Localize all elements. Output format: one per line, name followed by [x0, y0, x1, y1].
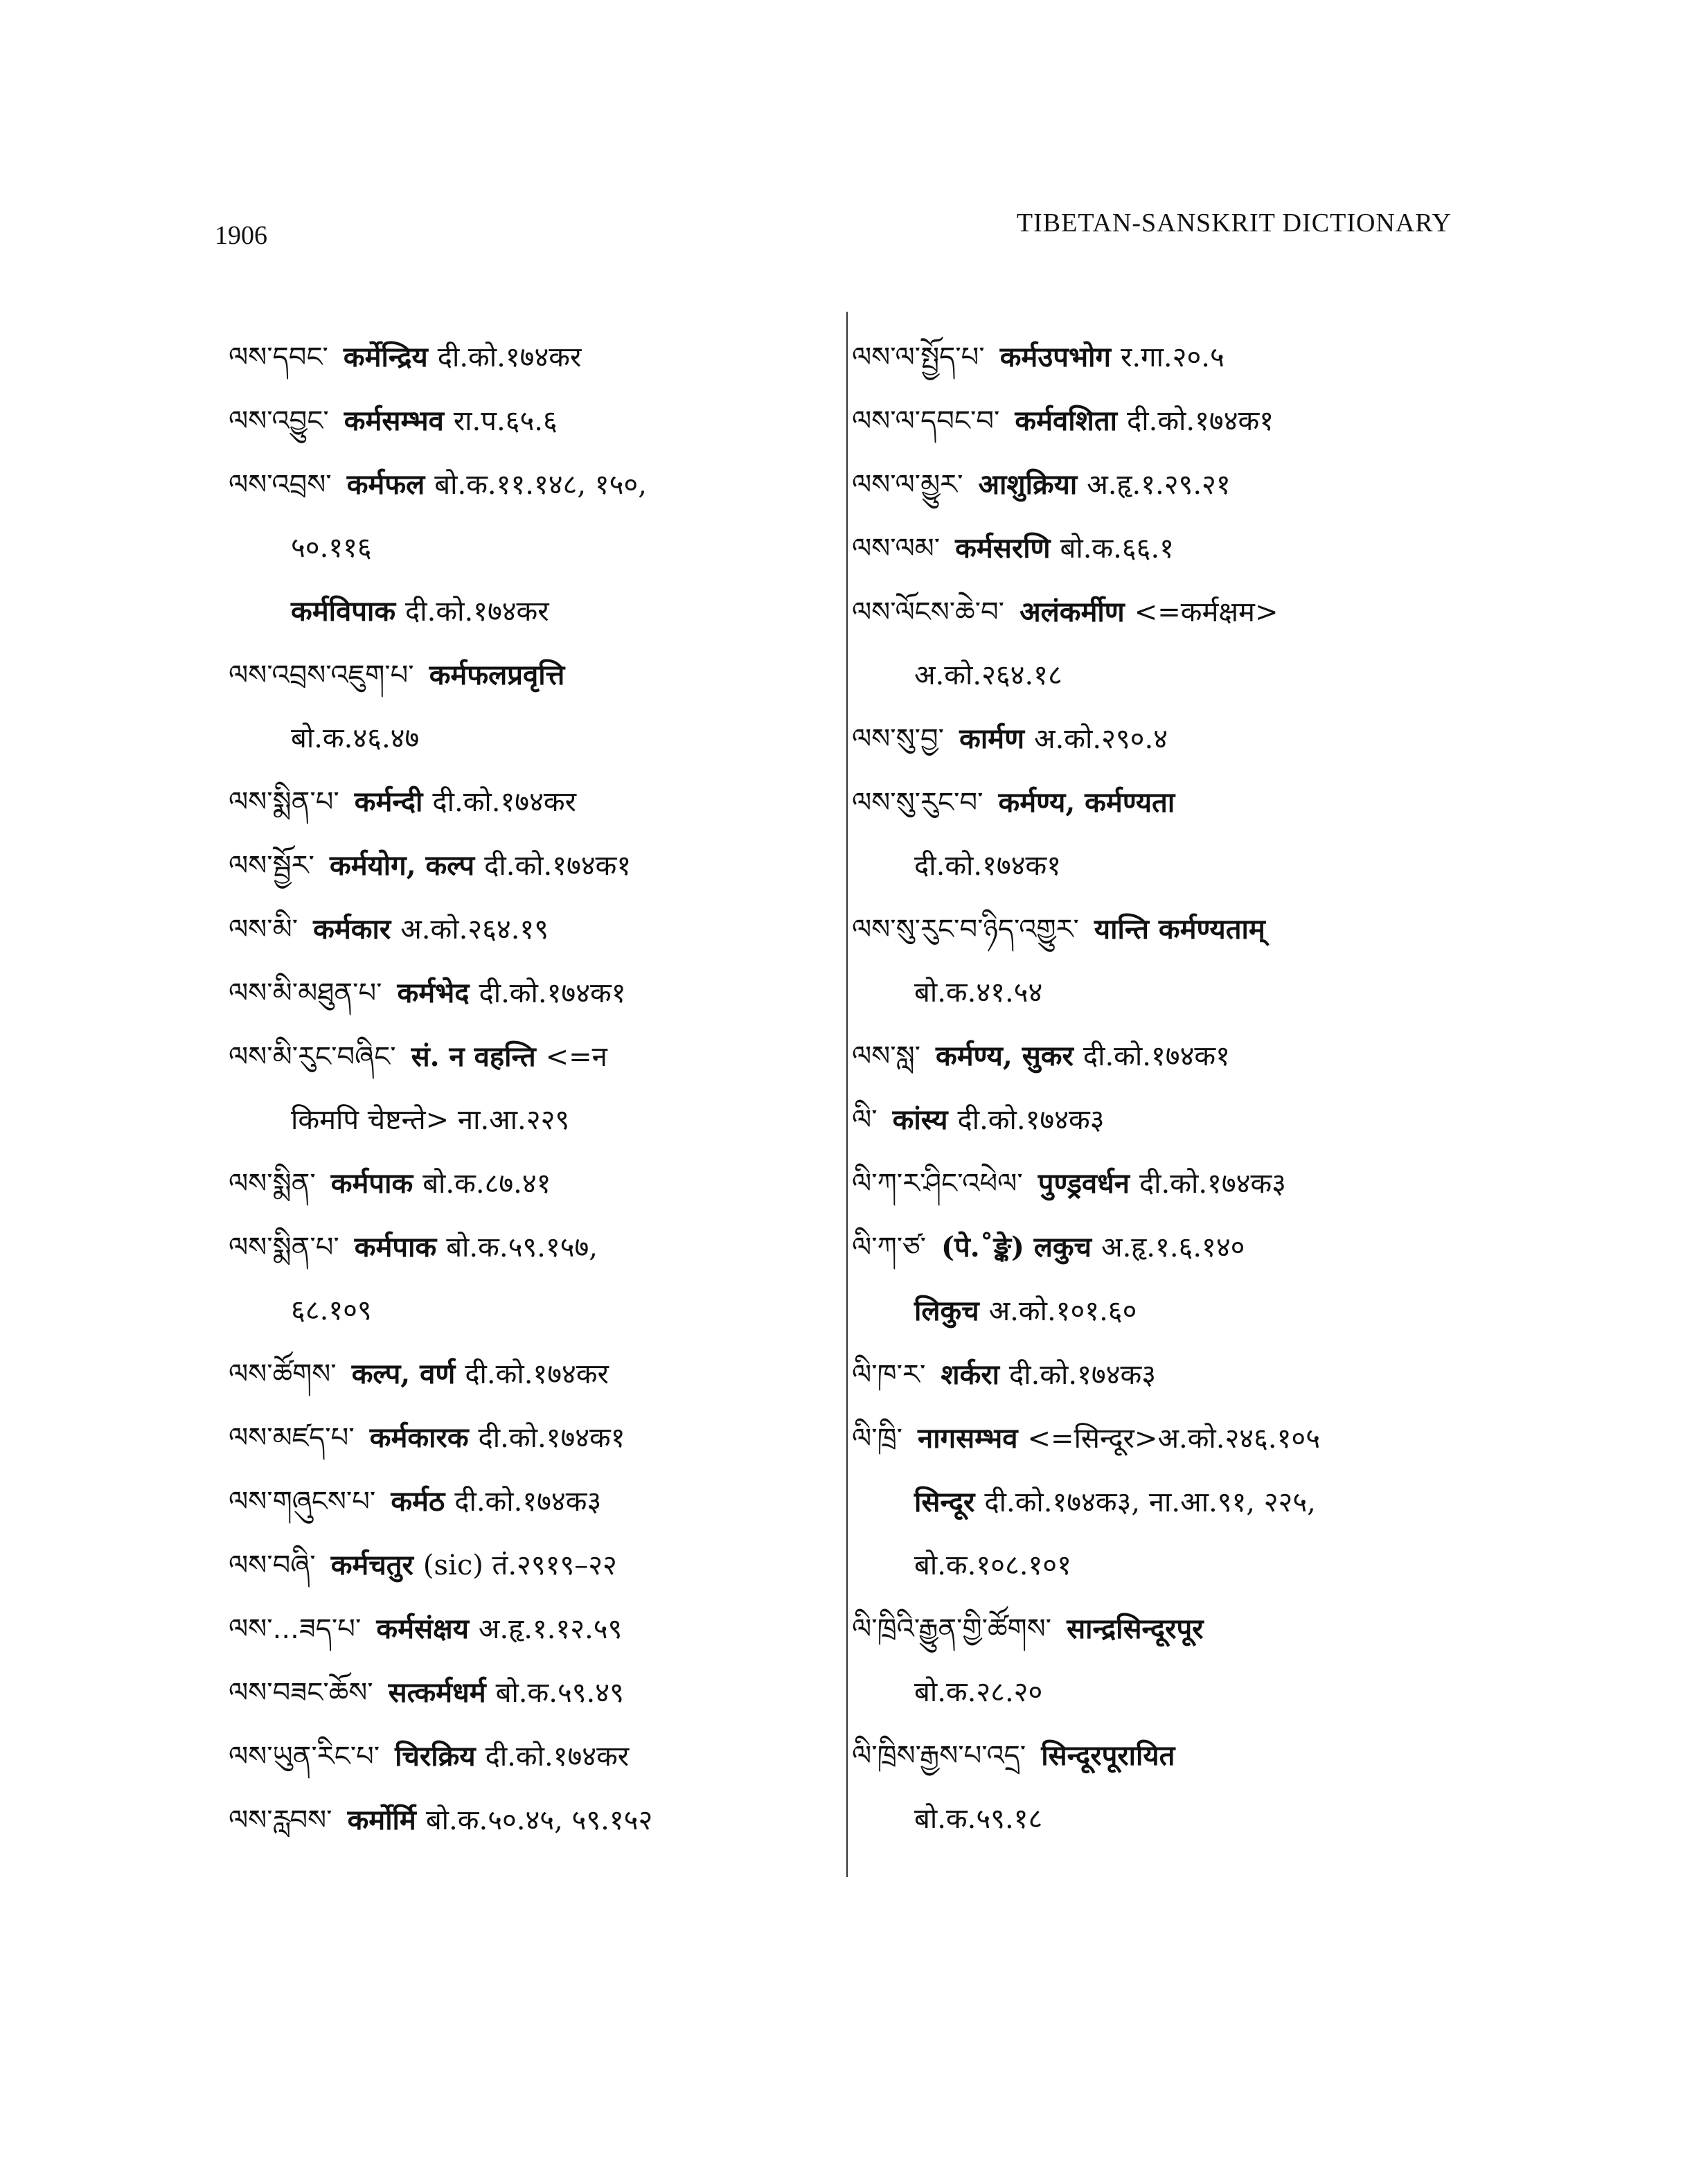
- entry-source: दी.को.१७४क१: [1127, 405, 1274, 437]
- entry-tibetan: ལས་ལ་མྱུར་: [852, 469, 963, 501]
- entry-tibetan: ལས་འབྲས་: [229, 469, 332, 501]
- entry-subsense: [852, 1471, 1475, 1534]
- dictionary-entry: [229, 643, 838, 707]
- entry-source: (sic) तं.२९१९–२२: [422, 1550, 617, 1581]
- entry-sanskrit: कर्मफल: [346, 468, 425, 501]
- entry-sanskrit: अलंकर्मीण: [1019, 596, 1125, 628]
- entry-sanskrit: यान्ति कर्मण्यताम्: [1094, 913, 1265, 945]
- entry-sanskrit: सान्द्रसिन्दूरपूर: [1067, 1613, 1204, 1645]
- entry-source: बो.क.५९.१५७,: [446, 1232, 598, 1263]
- entry-subsense: [229, 580, 838, 643]
- entry-source: <=कर्मक्षम>: [1134, 596, 1279, 628]
- entry-continuation: [852, 644, 1475, 707]
- entry-sanskrit: पुण्ड्रवर्धन: [1037, 1167, 1130, 1200]
- entry-continuation: [852, 1534, 1475, 1597]
- dictionary-entry: [852, 1407, 1475, 1471]
- entry-source: अ.को.२६४.१८: [914, 659, 1062, 691]
- entry-source: ६८.१०९: [291, 1295, 372, 1326]
- dictionary-entry: [229, 1406, 838, 1470]
- dictionary-entry: [852, 326, 1475, 389]
- dictionary-entry: [852, 707, 1475, 771]
- entry-sanskrit: सं. न वहन्ति: [411, 1040, 536, 1073]
- entry-tibetan: ལི་ཀ་ར་ཤིང་འཕེལ་: [852, 1168, 1023, 1200]
- entry-source: अ.हृ.१.६.१४०: [1101, 1232, 1245, 1263]
- dictionary-entry: [852, 1088, 1475, 1152]
- entry-source: अ.हृ.१.१२.५९: [478, 1613, 623, 1645]
- entry-tibetan: ལི་ཁྲིའི་རྒྱུན་གྱི་ཚོགས་: [852, 1613, 1052, 1645]
- entry-sanskrit: कर्मपाक: [330, 1167, 413, 1200]
- entry-tibetan: ལས་དབང་: [229, 341, 328, 373]
- entry-sanskrit: कर्मसम्भव: [344, 405, 444, 437]
- entry-continuation: [229, 707, 838, 770]
- column-divider: [846, 312, 848, 1877]
- entry-source: <=सिन्दूर>अ.को.२४६.१०५: [1027, 1423, 1321, 1455]
- dictionary-entry: [229, 1661, 838, 1725]
- dictionary-entry: [229, 326, 838, 389]
- entry-source: दी.को.१७४कर: [485, 1741, 630, 1773]
- entry-continuation: [852, 835, 1475, 898]
- entry-tibetan: ལི་ཁ་ར་: [852, 1359, 926, 1391]
- entry-tibetan: ལི་: [852, 1104, 878, 1136]
- entry-source: अ.को.२९०.४: [1034, 723, 1168, 755]
- dictionary-entry: [852, 898, 1475, 961]
- page-number: 1906: [215, 221, 267, 250]
- entry-sanskrit: कर्मकारक: [369, 1421, 469, 1454]
- entry-continuation: [229, 1089, 838, 1152]
- dictionary-entry: [229, 1597, 838, 1661]
- entry-subsense: [852, 1279, 1475, 1343]
- entry-tibetan: ལས་མི་མཐུན་པ་: [229, 977, 382, 1009]
- entry-sanskrit: कर्मविपाक: [291, 595, 396, 628]
- entry-sanskrit: कार्मण: [959, 722, 1025, 755]
- entry-tibetan: ལས་ལམ་: [852, 533, 941, 565]
- dictionary-entry: [852, 1724, 1475, 1788]
- entry-continuation: [229, 517, 838, 580]
- entry-sanskrit: (पे.˚ङ्के) लकुच: [941, 1231, 1092, 1263]
- entry-sanskrit: कर्मण्य, कर्मण्यता: [998, 786, 1175, 819]
- entry-tibetan: ལས་སུ་རུང་བ་ཉིད་འགྱུར་: [852, 914, 1079, 945]
- dictionary-entry: [229, 1534, 838, 1597]
- entry-source: बो.क.४१.५४: [914, 977, 1043, 1009]
- entry-source: ५०.११६: [291, 532, 372, 564]
- entry-sanskrit: नागसम्भव: [918, 1422, 1018, 1455]
- entry-source: बो.क.५९.१८: [914, 1803, 1043, 1835]
- entry-sanskrit: सिन्दूर: [914, 1486, 975, 1518]
- right-column: [852, 326, 1475, 1851]
- entry-tibetan: ལི་ཀ་ཙ་: [852, 1232, 927, 1263]
- entry-tibetan: ལས་སླ་: [852, 1040, 921, 1072]
- entry-tibetan: ལས་རླབས་: [229, 1804, 332, 1836]
- entry-sanskrit: कर्मठ: [391, 1485, 445, 1518]
- dictionary-entry: [852, 1597, 1475, 1661]
- entry-tibetan: ལས་གཞུངས་པ་: [229, 1486, 376, 1518]
- entry-tibetan: ལས་ཡུན་རིང་པ་: [229, 1741, 380, 1773]
- entry-tibetan: ལས་འབྱུང་: [229, 405, 329, 437]
- dictionary-entry: [229, 834, 838, 898]
- entry-source: दी.को.१७४क१: [479, 977, 626, 1009]
- dictionary-entry: [229, 1025, 838, 1089]
- entry-tibetan: ལས་...ཟད་པ་: [229, 1613, 362, 1645]
- entry-tibetan: ལས་ལ་དབང་བ་: [852, 405, 1000, 437]
- dictionary-entry: [229, 389, 838, 453]
- entry-source: बो.क.८७.४१: [422, 1168, 551, 1200]
- dictionary-entry: [852, 771, 1475, 835]
- entry-sanskrit: कर्मवशिता: [1015, 405, 1118, 437]
- entry-sanskrit: कर्मयोग, कल्प: [329, 849, 475, 882]
- dictionary-entry: [229, 1470, 838, 1534]
- entry-sanskrit: कर्मण्य, सुकर: [936, 1040, 1074, 1072]
- entry-sanskrit: कल्प, वर्ण: [351, 1358, 456, 1390]
- dictionary-entry: [229, 1725, 838, 1788]
- entry-sanskrit: कर्मन्दी: [354, 785, 423, 818]
- entry-source: अ.को.२६४.१९: [400, 914, 549, 945]
- entry-sanskrit: कर्मेन्द्रिय: [343, 341, 428, 373]
- entry-source: बो.क.५९.४९: [495, 1677, 624, 1709]
- dictionary-entry: [229, 961, 838, 1025]
- dictionary-entry: [229, 453, 838, 517]
- entry-continuation: [852, 961, 1475, 1024]
- entry-source: दी.को.१७४क१: [1083, 1040, 1230, 1072]
- entry-sanskrit: सिन्दूरपूरायित: [1041, 1739, 1175, 1772]
- entry-tibetan: ལས་སྨིན་པ་: [229, 786, 339, 818]
- entry-tibetan: ལས་སུ་རུང་བ་: [852, 787, 983, 819]
- dictionary-entry: [229, 770, 838, 834]
- entry-sanskrit: लिकुच: [914, 1295, 979, 1327]
- entry-tibetan: ལི་ཁྲིས་རྒྱས་པ་འདྲ་: [852, 1740, 1026, 1772]
- entry-sanskrit: कर्मसरणि: [955, 532, 1051, 565]
- entry-source: बो.क.१०८.१०१: [914, 1550, 1071, 1581]
- entry-source: बो.क.२८.२०: [914, 1676, 1043, 1708]
- entry-tibetan: ལས་འབྲས་འཇུག་པ་: [229, 659, 414, 691]
- dictionary-entry: [229, 898, 838, 961]
- dictionary-entry: [852, 517, 1475, 580]
- entry-continuation: [852, 1661, 1475, 1724]
- entry-source: दी.को.१७४क१: [484, 850, 632, 882]
- entry-source: <=न: [545, 1041, 607, 1073]
- entry-source: दी.को.१७४क३: [1139, 1168, 1286, 1200]
- entry-source: अ.को.१०१.६०: [988, 1295, 1137, 1327]
- left-column: [229, 326, 838, 1852]
- dictionary-entry: [852, 1152, 1475, 1216]
- entry-tibetan: ལས་ལོངས་ཆེ་བ་: [852, 596, 1005, 628]
- dictionary-entry: [229, 1216, 838, 1279]
- entry-sanskrit: कर्मसंक्षय: [376, 1613, 469, 1645]
- dictionary-entry: [852, 389, 1475, 453]
- entry-sanskrit: कर्मभेद: [397, 977, 470, 1009]
- dictionary-entry: [229, 1788, 838, 1852]
- entry-source: रा.प.६५.६: [453, 405, 558, 437]
- entry-tibetan: ལས་མི་རུང་བཞིང་: [229, 1041, 396, 1073]
- entry-tibetan: ལས་མི་: [229, 914, 299, 945]
- dictionary-entry: [229, 1342, 838, 1406]
- entry-source: दी.को.१७४क१: [914, 850, 1062, 882]
- dictionary-entry: [852, 1216, 1475, 1279]
- entry-source: बो.क.६६.१: [1060, 533, 1174, 565]
- entry-sanskrit: कर्मपाक: [354, 1231, 437, 1263]
- dictionary-entry: [852, 1024, 1475, 1088]
- dictionary-entry: [852, 453, 1475, 517]
- entry-sanskrit: आशुक्रिया: [978, 468, 1078, 501]
- entry-tibetan: ལས་མཛད་པ་: [229, 1422, 355, 1454]
- entry-tibetan: ལས་ལ་སྤྱོད་པ་: [852, 341, 985, 373]
- entry-sanskrit: कर्मउपभोग: [999, 341, 1111, 373]
- entry-tibetan: ལས་སྨིན་པ་: [229, 1232, 339, 1263]
- entry-source: बो.क.५०.४५, ५९.१५२: [425, 1804, 653, 1836]
- entry-source: दी.को.१७४क३, ना.आ.९१, २२५,: [984, 1486, 1316, 1518]
- entry-sanskrit: कांस्य: [892, 1103, 948, 1136]
- entry-source: दी.को.१७४कर: [432, 786, 576, 818]
- entry-tibetan: ལས་བཞི་: [229, 1550, 316, 1581]
- entry-tibetan: ལས་སྨིན་: [229, 1168, 316, 1200]
- dictionary-entry: [852, 1343, 1475, 1407]
- entry-source: दी.को.१७४क३: [454, 1486, 602, 1518]
- entry-source: बो.क.११.१४८, १५०,: [434, 469, 647, 501]
- entry-source: किमपि चेष्टन्ते> ना.आ.२२९: [291, 1104, 570, 1136]
- entry-tibetan: ལས་སྦྱོར་: [229, 850, 314, 882]
- entry-tibetan: ལས་སུ་བྱ་: [852, 723, 945, 755]
- entry-sanskrit: शर्करा: [941, 1358, 1000, 1391]
- entry-source: बो.क.४६.४७: [291, 722, 420, 754]
- entry-source: र.गा.२०.५: [1120, 341, 1224, 373]
- dictionary-entry: [852, 580, 1475, 644]
- entry-sanskrit: कर्मफलप्रवृत्ति: [429, 659, 565, 691]
- entry-tibetan: ལི་ཁྲི་: [852, 1423, 903, 1455]
- entry-source: दी.को.१७४क३: [1009, 1359, 1157, 1391]
- entry-sanskrit: कर्मकार: [313, 913, 391, 945]
- entry-source: दी.को.१७४क३: [957, 1104, 1105, 1136]
- running-head: TIBETAN-SANSKRIT DICTIONARY: [1016, 208, 1452, 238]
- entry-source: दी.को.१७४कर: [437, 341, 582, 373]
- dictionary-entry: [229, 1152, 838, 1216]
- entry-source: दी.को.१७४क१: [478, 1422, 625, 1454]
- entry-sanskrit: चिरक्रिय: [395, 1740, 476, 1773]
- entry-sanskrit: सत्कर्मधर्म: [388, 1676, 486, 1709]
- entry-source: दी.को.१७४कर: [405, 596, 549, 628]
- entry-sanskrit: कर्मोर्मि: [347, 1804, 416, 1836]
- entry-continuation: [229, 1279, 838, 1342]
- entry-source: अ.हृ.१.२९.२१: [1087, 469, 1231, 501]
- entry-continuation: [852, 1788, 1475, 1851]
- entry-tibetan: ལས་བཟང་ཆོས་: [229, 1677, 373, 1709]
- entry-source: दी.को.१७४कर: [465, 1358, 609, 1390]
- entry-tibetan: ལས་ཚོགས་: [229, 1358, 337, 1390]
- entry-sanskrit: कर्मचतुर: [330, 1549, 413, 1581]
